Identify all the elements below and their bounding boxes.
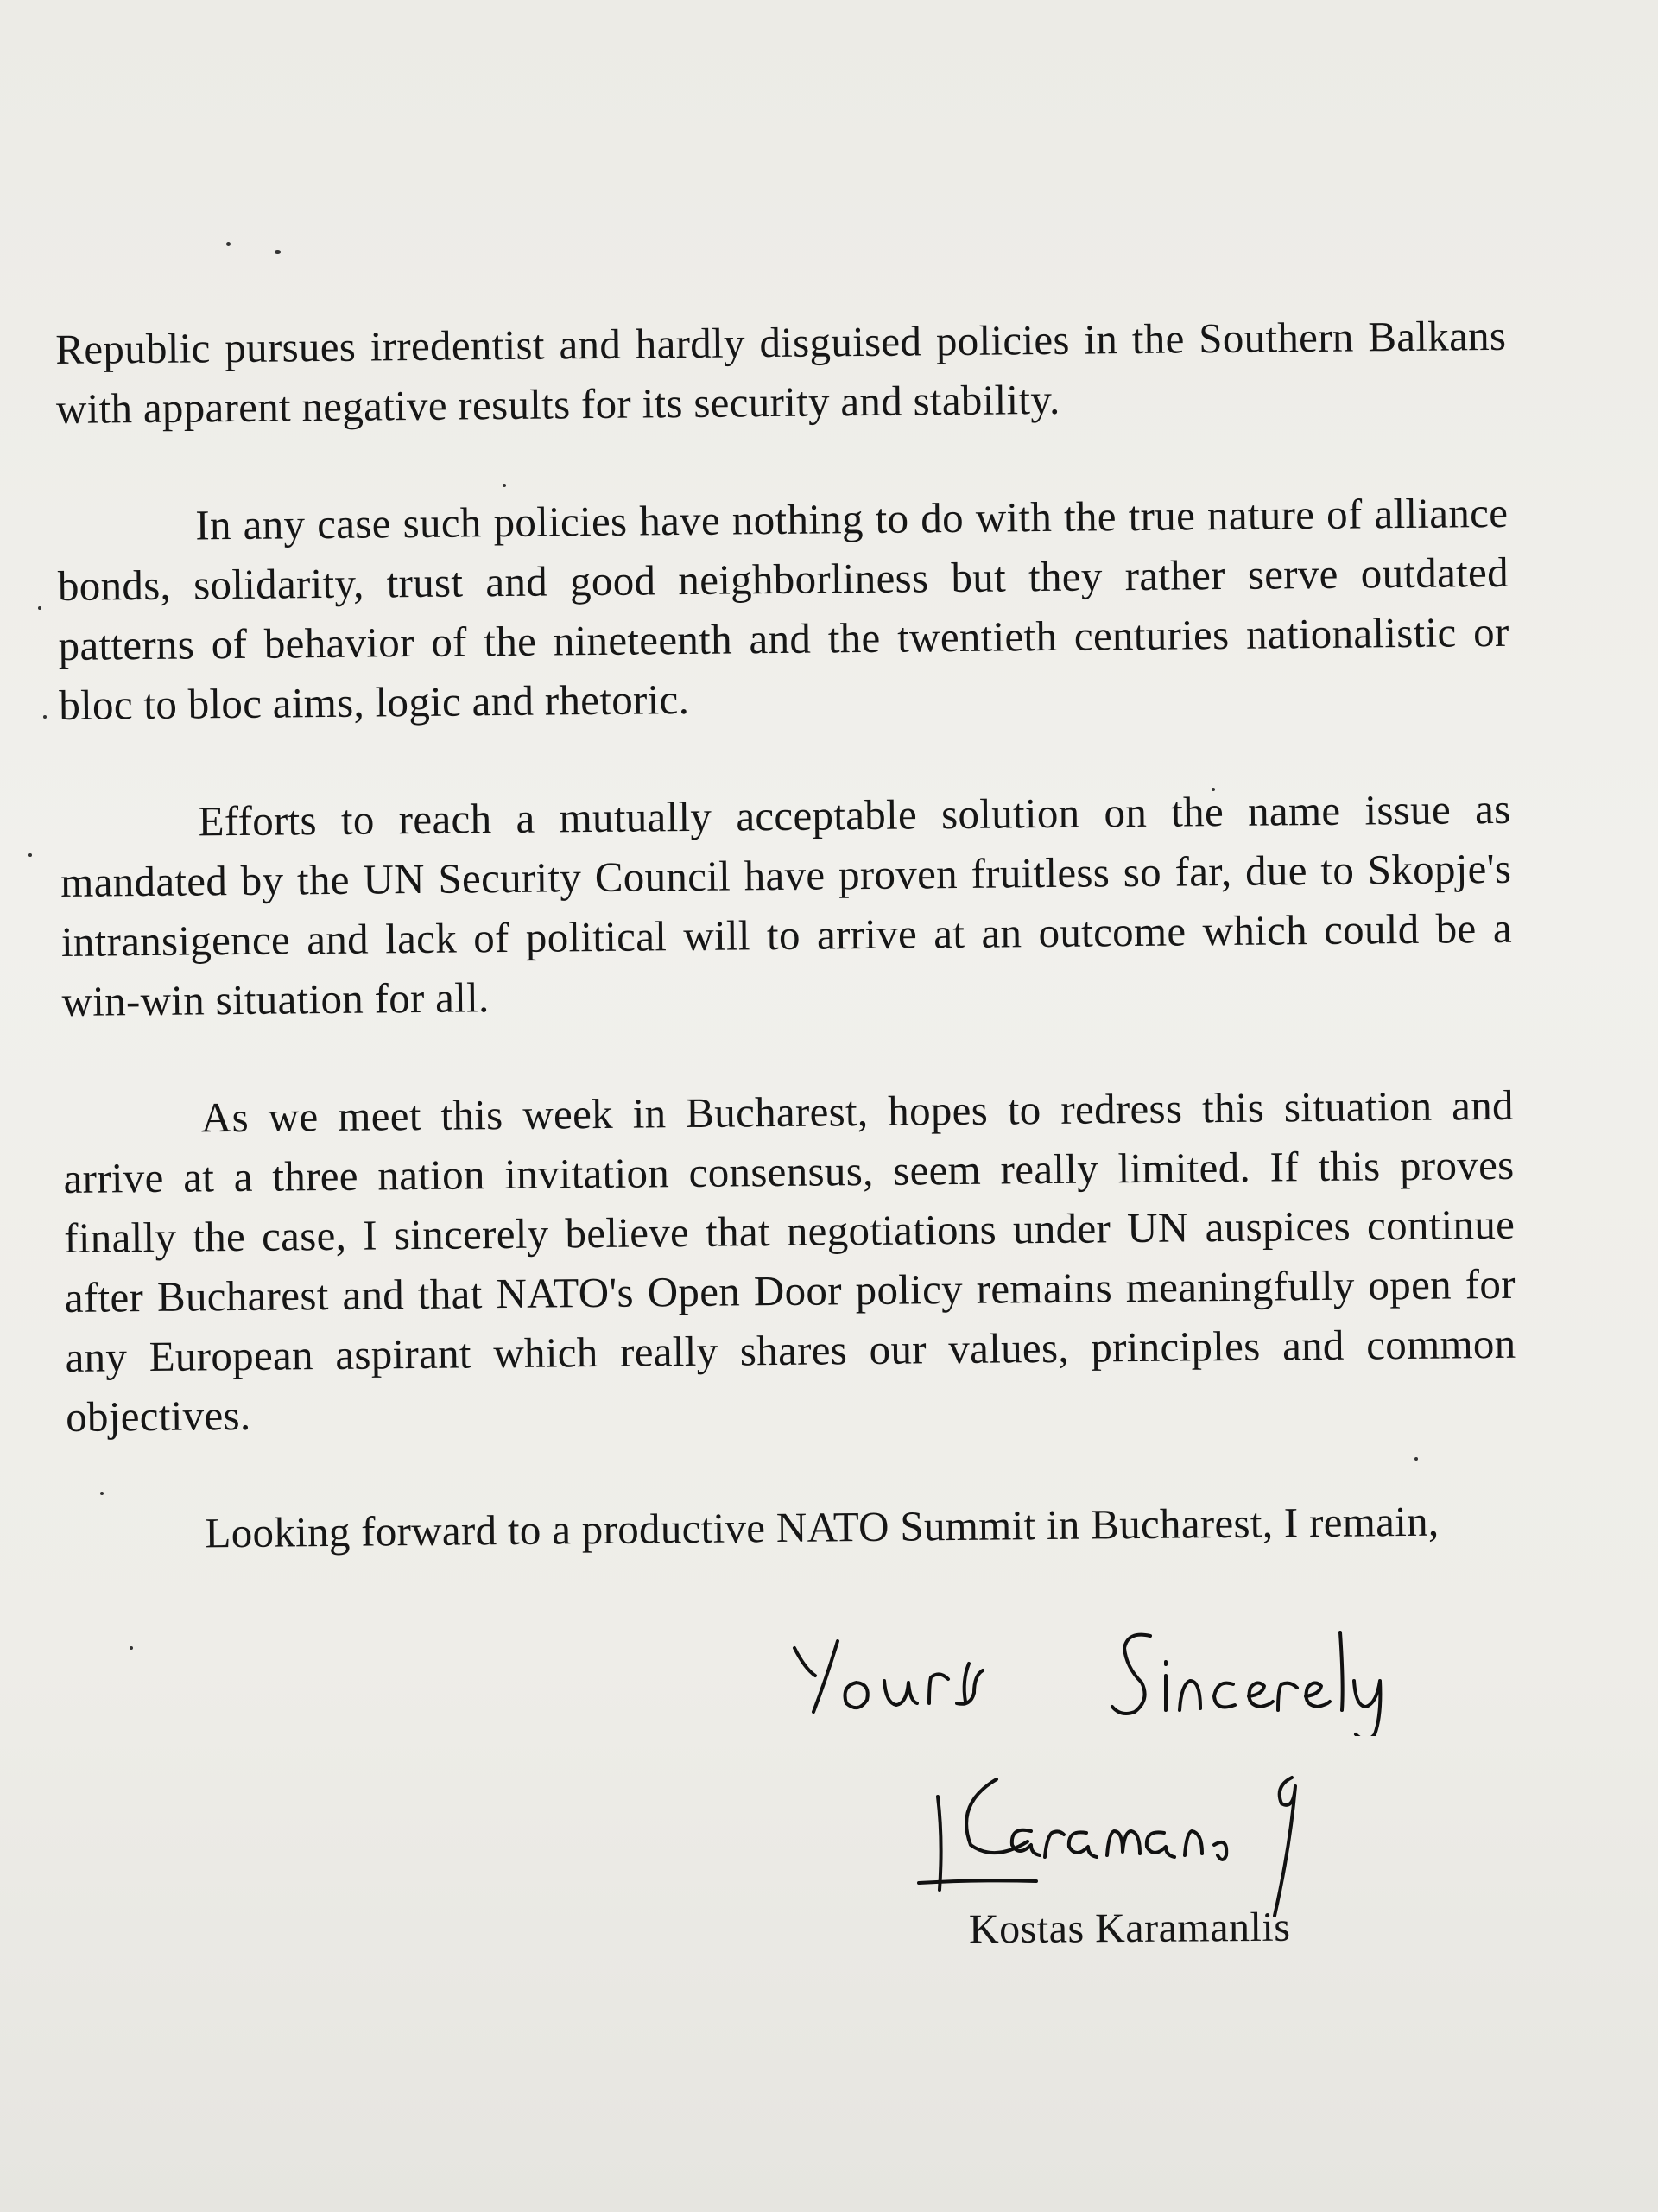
- letter-body: [55, 306, 1518, 1564]
- signature-block: [777, 1615, 1485, 1978]
- handwritten-closing: [777, 1615, 1451, 1736]
- ink-speck: [275, 250, 281, 254]
- letter-paragraph-2: In any case such policies have nothing to do with the true nature of alliance bonds, solidarity, trust and good neighborliness but they rather serve outdated patterns of behavior of the nineteenth and the twentieth centuries nationalistic or bloc to bloc aims, logic and rhetoric.: [57, 488, 1509, 729]
- ink-speck: [28, 853, 32, 857]
- letter-paragraph-4: As we meet this week in Bucharest, hopes to redress this situation and arrive at a three nation invitation consensus, seem really limited. If this proves finally the case, I sincerely believe that negotiations under UN auspices continue after Bucharest and that NATO's Open Door policy remains meaningfully open for any European aspirant which really shares our values, principles and common objectives.: [63, 1081, 1516, 1441]
- signatory-name: Kostas Karamanlis: [968, 1904, 1291, 1953]
- ink-speck: [130, 1646, 133, 1650]
- letter-paragraph-3: Efforts to reach a mutually acceptable solution on the name issue as mandated by the UN Security Council have proven fruitless so far, due to Skopje's intransigence and lack of political will to arrive at an outcome which could be a win-win situation for all.: [60, 784, 1513, 1025]
- letter-closing-line: Looking forward to a productive NATO Summit in Bucharest, I remain,: [205, 1497, 1440, 1557]
- ink-speck: [38, 606, 41, 610]
- letter-paragraph-1: Republic pursues irredentist and hardly disguised policies in the Southern Balkans with apparent negative results for its security and stability.: [55, 311, 1507, 433]
- ink-speck: [226, 242, 231, 246]
- ink-speck: [43, 715, 47, 719]
